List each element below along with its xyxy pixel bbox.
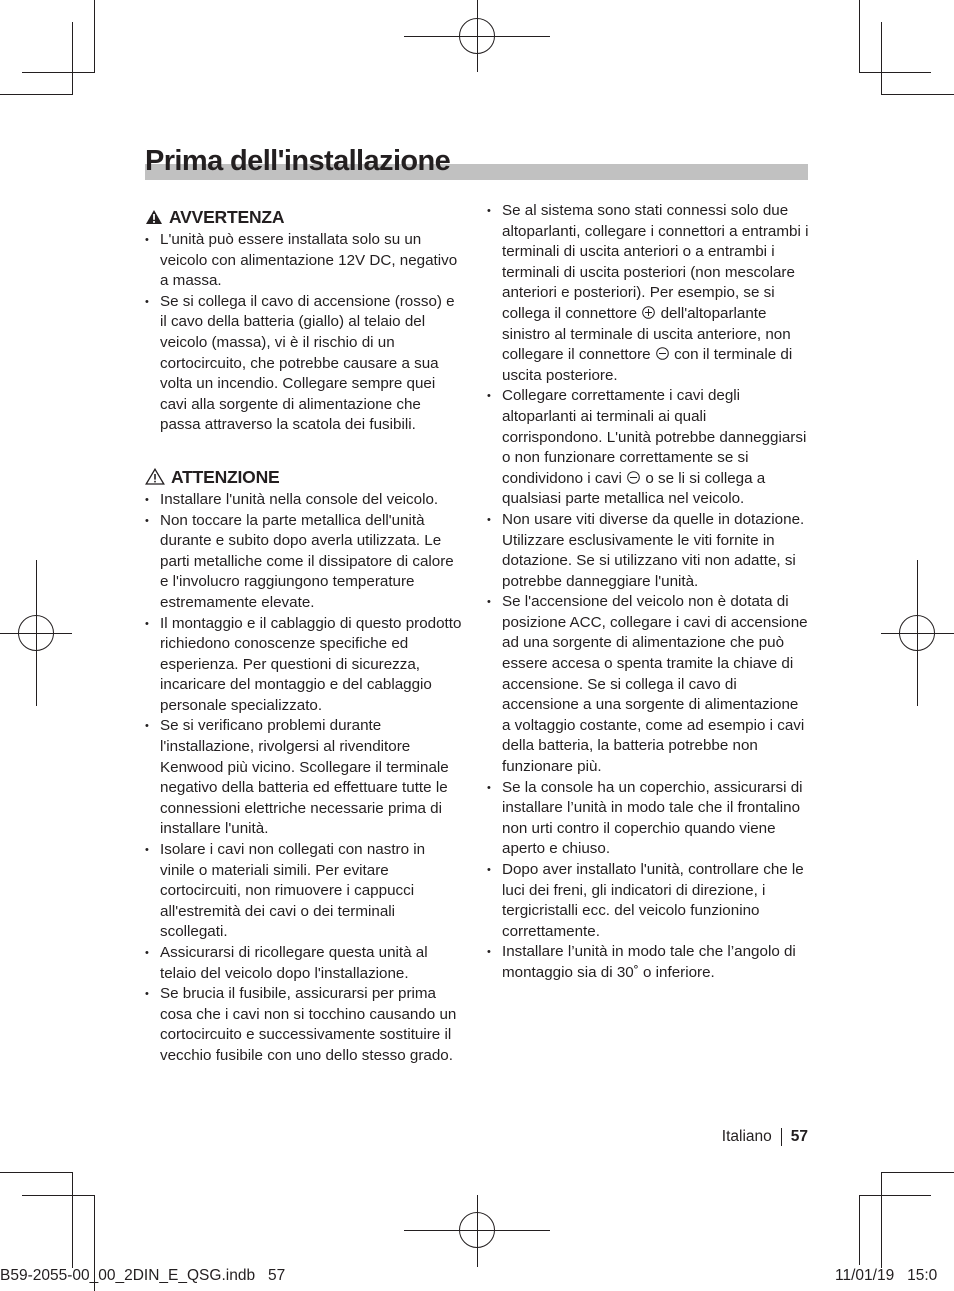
crop-mark xyxy=(859,0,860,73)
list-item: • Il montaggio e il cablaggio di questo prodotto richiedono conoscenze specifiche ed esperienza. Per questioni di sicurezza, incaricare del montaggio e del cablaggio personale specializzato. xyxy=(145,614,463,717)
print-slug-datetime: 11/01/19 15:0 xyxy=(835,1267,938,1284)
crop-mark xyxy=(881,1172,954,1173)
list-item: • Non usare viti diverse da quelle in dotazione. Utilizzare esclusivamente le viti fornite in dotazione. Se si utilizzano viti non adatte, si potrebbe danneggiare l'unità. xyxy=(487,510,809,592)
list-item-text: Se al sistema sono stati connessi solo due altoparlanti, collegare i connettori a entrambi i terminali di uscita anteriori o a entrambi i terminali di uscita posteriori (non mescolare anteriori e posteriori). Per esempio, se si collega il connettore xyxy=(502,202,809,322)
list-item: • Se si verificano problemi durante l'installazione, rivolgersi al rivenditore Kenwood più vicino. Scollegare il terminale negativo della batteria ed effettuare tutte le connessioni elettriche necessarie prima di installare l'unità. xyxy=(145,716,463,840)
circled-minus-icon xyxy=(627,471,640,484)
crop-mark xyxy=(881,94,954,95)
list-item: • Se l'accensione del veicolo non è dotata di posizione ACC, collegare i cavi di accensione ad una sorgente di alimentazione che può essere accesa o spenta tramite la chiave di accensione. Se si collega il cavo di accensione a una sorgente di alimentazione a voltaggio costante, come ad esempio i cavi della batteria, la batteria potrebbe non funzionare più. xyxy=(487,592,809,777)
circled-minus-icon xyxy=(656,347,669,360)
crop-mark xyxy=(881,22,882,94)
crop-mark xyxy=(881,1172,882,1268)
crop-mark xyxy=(859,72,931,73)
footer-divider xyxy=(781,1128,782,1146)
warning-filled-triangle-icon xyxy=(145,209,163,225)
caution-outline-triangle-icon xyxy=(145,468,165,485)
crop-mark xyxy=(72,22,73,94)
caution-heading xyxy=(145,466,463,488)
crop-mark xyxy=(859,1195,860,1265)
page-title: Prima dell'installazione xyxy=(145,145,451,177)
crop-mark xyxy=(22,72,94,73)
right-column xyxy=(487,201,809,984)
crop-mark xyxy=(0,1172,73,1173)
list-item: • Installare l’unità in modo tale che l’angolo di montaggio sia di 30˚ o inferiore. xyxy=(487,942,809,983)
registration-circle xyxy=(459,1212,495,1248)
print-slug-file: B59-2055-00_00_2DIN_E_QSG.indb 57 xyxy=(0,1267,286,1284)
list-item xyxy=(487,201,809,386)
list-item: • Dopo aver installato l'unità, controllare che le luci dei freni, gli indicatori di direzione, i tergicristalli ecc. del veicolo funzionino correttamente. xyxy=(487,860,809,942)
list-item: • Se si collega il cavo di accensione (rosso) e il cavo della batteria (giallo) al telaio del veicolo (massa), vi è il rischio di un cortocircuito, che potrebbe causare a sua volta un incendio. Collegare sempre quei cavi alla sorgente di alimentazione che passa attraverso la scatola dei fusibili. xyxy=(145,292,463,436)
page-footer xyxy=(722,1128,808,1146)
list-item: • Se la console ha un coperchio, assicurarsi di installare l’unità in modo tale che il frontalino non urti contro il coperchio quando viene aperto e chiuso. xyxy=(487,778,809,860)
registration-circle xyxy=(18,615,54,651)
registration-circle xyxy=(459,18,495,54)
list-item: • Assicurarsi di ricollegare questa unità al telaio del veicolo dopo l'installazione. xyxy=(145,943,463,984)
caution-heading-label: ATTENZIONE xyxy=(171,466,280,487)
list-item: • Installare l'unità nella console del veicolo. xyxy=(145,490,463,511)
list-item-text: Collegare correttamente i cavi degli altoparlanti ai terminali ai quali corrispondono. L'unità potrebbe danneggiarsi o non funzionare correttamente se si condividono i cavi xyxy=(502,387,807,487)
registration-circle xyxy=(899,615,935,651)
crop-mark xyxy=(0,94,73,95)
crop-mark xyxy=(22,1195,94,1196)
list-item-text: con il terminale di uscita posteriore. xyxy=(502,346,793,384)
warning-heading-label: AVVERTENZA xyxy=(169,207,285,227)
installation-notes-list xyxy=(487,201,809,984)
list-item: • L'unità può essere installata solo su un veicolo con alimentazione 12V DC, negativo a massa. xyxy=(145,230,463,292)
crop-mark xyxy=(72,1172,73,1268)
caution-list xyxy=(145,490,463,1067)
circled-plus-icon xyxy=(642,306,655,319)
list-item: • Non toccare la parte metallica dell'unità durante e subito dopo averla utilizzata. Le parti metalliche come il dissipatore di calore e l'involucro raggiungono temperature estremamente elevate. xyxy=(145,511,463,614)
crop-mark xyxy=(94,0,95,73)
list-item-text: o se li si collega a qualsiasi parte metallica nel veicolo. xyxy=(502,469,766,508)
left-column xyxy=(145,206,463,1067)
list-item-text: dell'altoparlante sinistro al terminale di uscita anteriore, non collegare il connettore xyxy=(502,304,791,364)
crop-mark xyxy=(859,1195,931,1196)
warning-list xyxy=(145,230,463,436)
list-item: • Se brucia il fusibile, assicurarsi per prima cosa che i cavi non si tocchino causando un cortocircuito e successivamente sostituire il vecchio fusibile con uno dello stesso grado. xyxy=(145,984,463,1066)
footer-language: Italiano xyxy=(721,1128,772,1145)
warning-heading xyxy=(145,206,463,228)
list-item xyxy=(487,386,809,510)
list-item: • Isolare i cavi non collegati con nastro in vinile o materiali simili. Per evitare cortocircuiti, non rimuovere i cappucci all'estremità dei cavi o dei terminali scollegati. xyxy=(145,840,463,943)
page-number: 57 xyxy=(790,1128,808,1145)
